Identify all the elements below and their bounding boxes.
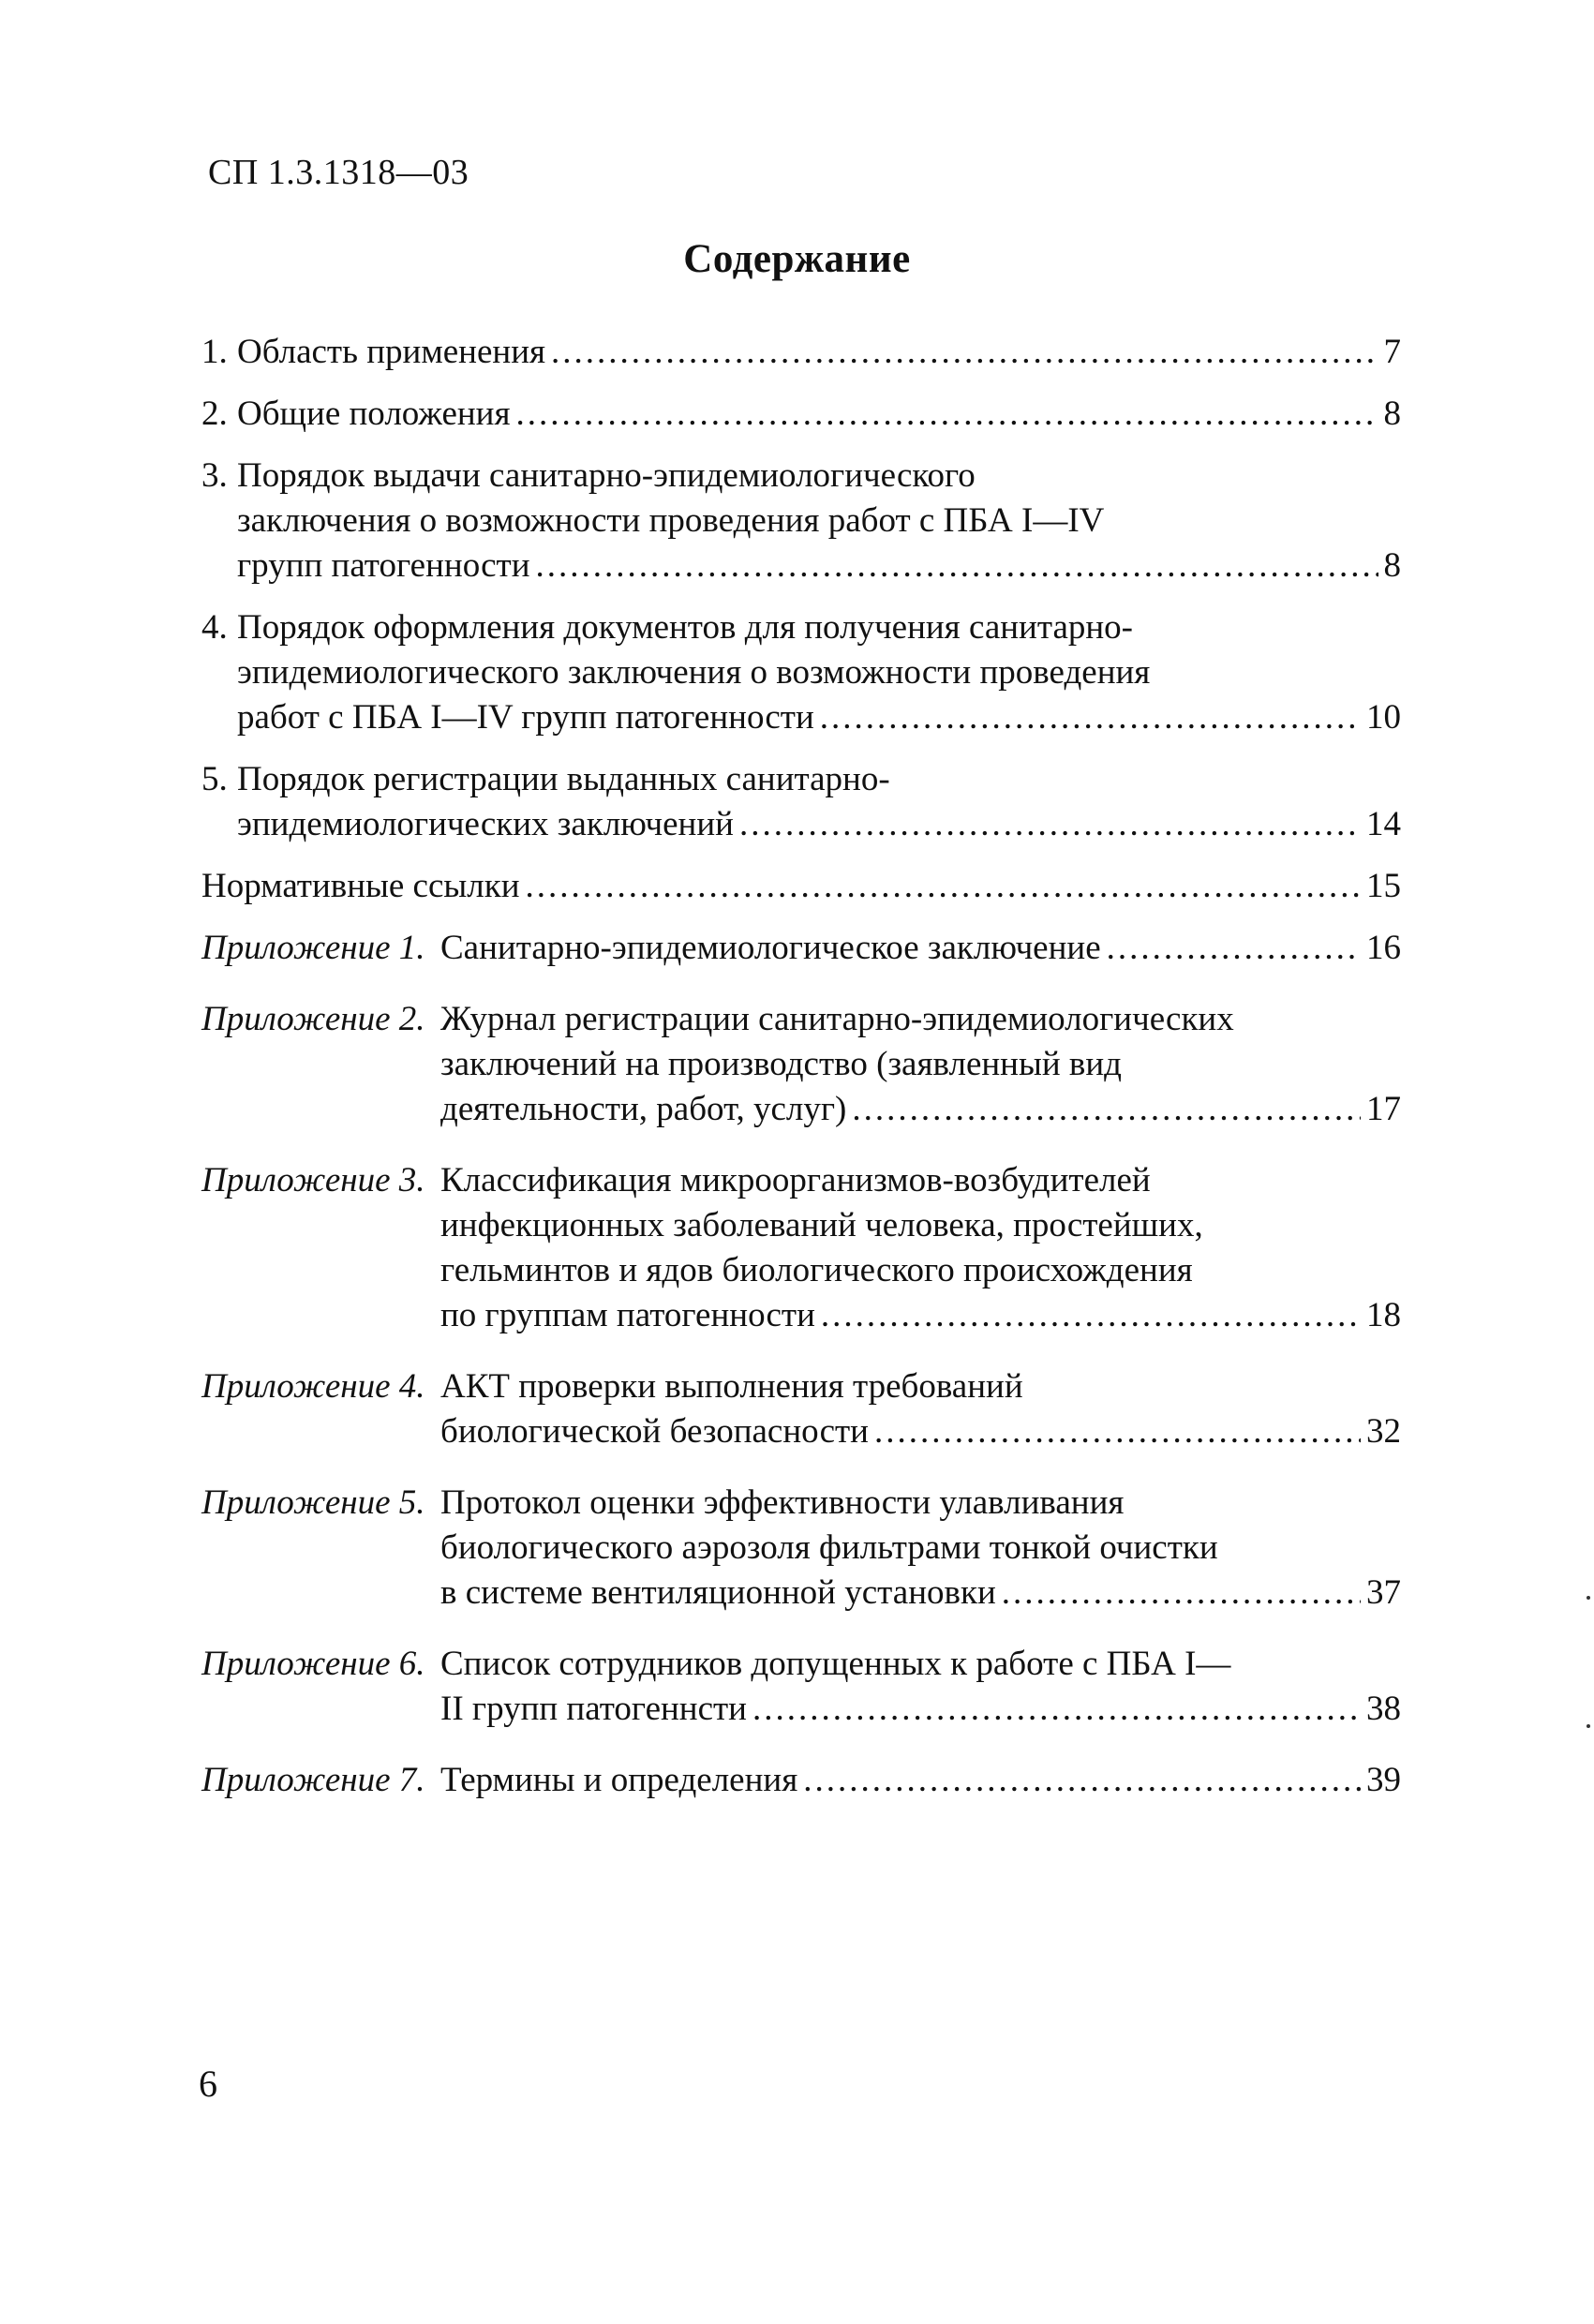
dot-leader xyxy=(821,1293,1361,1338)
toc-entry-page: 17 xyxy=(1366,1090,1401,1128)
toc-entry-title-line: заключения о возможности проведения работ с ПБА I—IV xyxy=(237,501,1105,540)
toc-entry-title-line: АКТ проверки выполнения требований xyxy=(440,1367,1023,1406)
toc-entry-title-line: групп патогенности xyxy=(237,546,530,585)
dot-leader xyxy=(803,1758,1361,1803)
toc-entry-title: Общие положения xyxy=(237,395,511,433)
toc-entry-page: 32 xyxy=(1366,1412,1401,1451)
dot-leader xyxy=(874,1409,1361,1454)
dot-leader xyxy=(515,392,1378,437)
toc-entry-title: Нормативные ссылки xyxy=(201,867,520,905)
dot-leader xyxy=(752,1687,1361,1732)
appendix-label: Приложение 5. xyxy=(201,1483,425,1522)
appendix-label: Приложение 3. xyxy=(201,1161,425,1199)
scan-speck xyxy=(1587,1596,1590,1600)
table-of-contents xyxy=(201,330,1401,1803)
toc-entry-page: 10 xyxy=(1366,698,1401,737)
toc-entry-page: 38 xyxy=(1366,1690,1401,1728)
toc-entry-title-line: Протокол оценки эффективности улавливания xyxy=(440,1483,1125,1522)
toc-entry-title: Область применения xyxy=(237,333,546,371)
toc-entry-section-1[interactable] xyxy=(201,330,1401,375)
appendix-label: Приложение 2. xyxy=(201,1000,425,1038)
toc-entry-section-5[interactable] xyxy=(201,757,1401,847)
appendix-label: Приложение 6. xyxy=(201,1645,425,1683)
toc-entry-number: 1. xyxy=(201,333,228,371)
toc-entry-title-line: по группам патогенности xyxy=(440,1296,815,1334)
toc-entry-title-line: Список сотрудников допущенных к работе с ПБА I— xyxy=(440,1645,1231,1683)
toc-entry-appendix-3[interactable] xyxy=(201,1158,1401,1338)
toc-entry-page: 7 xyxy=(1383,333,1401,371)
scan-speck xyxy=(1587,1724,1590,1728)
toc-entry-title-line: в системе вентиляционной установки xyxy=(440,1573,996,1612)
dot-leader xyxy=(820,695,1361,740)
toc-entry-appendix-2[interactable] xyxy=(201,997,1401,1132)
toc-entry-title-line: биологической безопасности xyxy=(440,1412,869,1451)
dot-leader xyxy=(739,802,1361,847)
toc-entry-title-line: Классификация микроорганизмов-возбудителей xyxy=(440,1161,1151,1199)
toc-entry-section-3[interactable] xyxy=(201,454,1401,588)
toc-entry-title-line: Порядок оформления документов для получения санитарно- xyxy=(237,608,1134,647)
page-title: Содержание xyxy=(683,237,911,281)
toc-entry-page: 8 xyxy=(1383,546,1401,585)
toc-entry-page: 14 xyxy=(1366,805,1401,843)
appendix-label: Приложение 1. xyxy=(201,929,425,967)
page-number: 6 xyxy=(199,2063,217,2105)
toc-entry-page: 37 xyxy=(1366,1573,1401,1612)
toc-entry-number: 3. xyxy=(201,456,228,495)
toc-entry-title-line: Порядок выдачи санитарно-эпидемиологического xyxy=(237,456,976,495)
dot-leader xyxy=(1107,926,1361,971)
appendix-label: Приложение 4. xyxy=(201,1367,425,1406)
toc-entry-title-line: биологического аэрозоля фильтрами тонкой очистки xyxy=(440,1528,1218,1567)
toc-entry-title-line: инфекционных заболеваний человека, простейших, xyxy=(440,1206,1203,1244)
appendix-label: Приложение 7. xyxy=(201,1761,425,1799)
toc-entry-title-line: эпидемиологического заключения о возможности проведения xyxy=(237,653,1151,692)
toc-entry-page: 16 xyxy=(1366,929,1401,967)
toc-entry-references[interactable] xyxy=(201,864,1401,909)
toc-entry-title-line: II групп патогеннсти xyxy=(440,1690,747,1728)
toc-entry-appendix-7[interactable] xyxy=(201,1758,1401,1803)
toc-entry-section-2[interactable] xyxy=(201,392,1401,437)
dot-leader xyxy=(1002,1571,1361,1616)
toc-entry-title-line: Журнал регистрации санитарно-эпидемиологических xyxy=(440,1000,1234,1038)
toc-entry-appendix-4[interactable] xyxy=(201,1364,1401,1454)
dot-leader xyxy=(536,544,1378,588)
toc-entry-number: 4. xyxy=(201,608,228,647)
toc-entry-title-line: работ с ПБА I—IV групп патогенности xyxy=(237,698,814,737)
toc-entry-appendix-1[interactable] xyxy=(201,926,1401,971)
toc-entry-page: 8 xyxy=(1383,395,1401,433)
toc-entry-title-line: Порядок регистрации выданных санитарно- xyxy=(237,760,890,798)
toc-entry-title-line: заключений на производство (заявленный вид xyxy=(440,1045,1122,1083)
toc-entry-appendix-6[interactable] xyxy=(201,1642,1401,1732)
toc-entry-appendix-5[interactable] xyxy=(201,1481,1401,1616)
toc-entry-number: 5. xyxy=(201,760,228,798)
toc-entry-title-line: эпидемиологических заключений xyxy=(237,805,734,843)
toc-entry-page: 18 xyxy=(1366,1296,1401,1334)
toc-entry-section-4[interactable] xyxy=(201,605,1401,740)
toc-entry-page: 39 xyxy=(1366,1761,1401,1799)
dot-leader xyxy=(852,1087,1361,1132)
toc-entry-title: Санитарно-эпидемиологическое заключение xyxy=(440,929,1101,967)
toc-entry-title: Термины и определения xyxy=(440,1761,798,1799)
document-code-header: СП 1.3.1318—03 xyxy=(208,153,469,192)
dot-leader xyxy=(551,330,1378,375)
dot-leader xyxy=(526,864,1361,909)
toc-entry-number: 2. xyxy=(201,395,228,433)
toc-entry-page: 15 xyxy=(1366,867,1401,905)
toc-entry-title-line: гельминтов и ядов биологического происхождения xyxy=(440,1251,1193,1289)
toc-entry-title-line: деятельности, работ, услуг) xyxy=(440,1090,847,1128)
